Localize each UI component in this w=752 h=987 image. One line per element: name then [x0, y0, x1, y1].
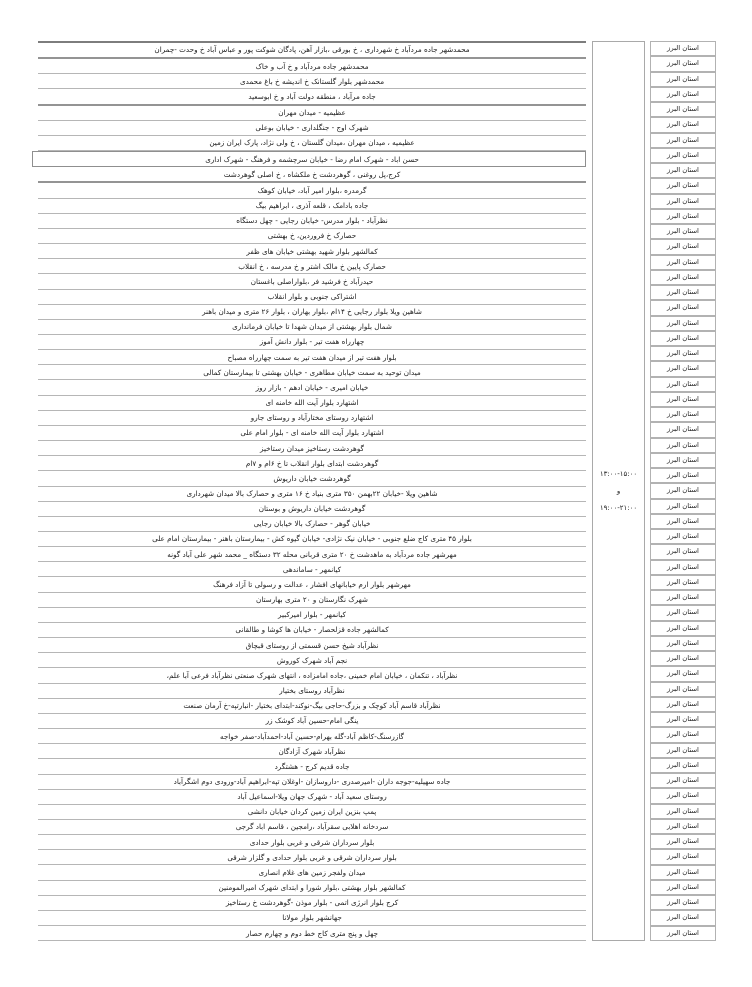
address-cell: حیدرآباد خ فرشید فر ،بلواراصلی باغستان	[38, 274, 586, 289]
address-cell: نجم آباد شهرک کوروش	[38, 653, 586, 668]
address-cell: بلوار هفت تیر از میدان هفت تیر به سمت چهارراه مصباح	[38, 350, 586, 365]
address-cell: سردخانه اهلابی سقرآباد ،رامجین ، قاسم اباد گرجی	[38, 820, 586, 835]
province-cell: استان البرز	[650, 727, 716, 742]
address-cell: کیانمهر - ساماندهی	[38, 562, 586, 577]
address-cell: نظرآباد شهرک آزادگان	[38, 744, 586, 759]
province-cell: استان البرز	[650, 163, 716, 178]
address-cell: روستای سعید آباد - شهرک جهان ویلا-اسماعیل آباد	[38, 790, 586, 805]
province-cell: استان البرز	[650, 544, 716, 559]
address-cell: بلوار سرداران شرقی و غربی بلوار حدادی و گلزار شرقی	[38, 850, 586, 865]
address-cell: کمالشهر بلوار بهشتی ،بلوار شورا و ابتدای شهرک امیرالمومنین	[38, 881, 586, 896]
address-cell: حسن اباد - شهرک امام رضا - خیابان سرچشمه و فرهنگ - شهرک اداری	[32, 151, 586, 167]
province-cell: استان البرز	[650, 636, 716, 651]
province-cell: استان البرز	[650, 316, 716, 331]
province-cell: استان البرز	[650, 865, 716, 880]
province-cell: استان البرز	[650, 56, 716, 71]
address-cell: شمال بلوار بهشتی از میدان شهدا تا خیابان فرمانداری	[38, 320, 586, 335]
address-cell: عظیمیه - میدان مهران	[38, 106, 586, 121]
address-cell: گوهردشت خیابان داریوش	[38, 471, 586, 486]
address-cell: جاده قدیم کرج - هشتگرد	[38, 759, 586, 774]
province-cell: استان البرز	[650, 407, 716, 422]
address-cell: کمالشهر بلوار شهید بهشتی خیابان های ظفر	[38, 244, 586, 259]
province-cell: استان البرز	[650, 849, 716, 864]
address-cell: بلوار ۴۵ متری کاج ضلع جنوبی - خیابان نیک نژادی- خیابان گیوه کش - بیمارستان باهنر - بیمارستان امام علی	[38, 532, 586, 547]
address-cell: اشتهارد روستای مختارآباد و روستای جارو	[38, 411, 586, 426]
province-cell: استان البرز	[650, 422, 716, 437]
province-cell: استان البرز	[650, 529, 716, 544]
address-cell: خیابان گوهر - حصارک بالا خیابان رجایی	[38, 517, 586, 532]
province-cell: استان البرز	[650, 499, 716, 514]
province-cell: استان البرز	[650, 346, 716, 361]
province-cell: استان البرز	[650, 133, 716, 148]
address-cell: چهارراه هفت تیر - بلوار دانش آموز	[38, 335, 586, 350]
province-cell: استان البرز	[650, 880, 716, 895]
province-cell: استان البرز	[650, 239, 716, 254]
address-cell: بلوار سرداران شرقی و غربی بلوار حدادی	[38, 835, 586, 850]
province-cell: استان البرز	[650, 255, 716, 270]
province-cell: استان البرز	[650, 377, 716, 392]
address-cell: میدان توحید به سمت خیابان مطاهری - خیابان بهشتی تا بیمارستان کمالی	[38, 365, 586, 380]
address-cell: مهرشهر بلوار ارم خیابانهای افشار ، عدالت و رسولی تا آزاد فرهنگ	[38, 577, 586, 592]
address-cell: جهانشهر بلوار مولانا	[38, 911, 586, 926]
province-cell: استان البرز	[650, 697, 716, 712]
address-cell: جاده مرآباد ، منطقه دولت آباد و خ ابوسعید	[38, 89, 586, 105]
province-cell: استان البرز	[650, 285, 716, 300]
province-cell: استان البرز	[650, 788, 716, 803]
province-cell: استان البرز	[650, 483, 716, 498]
province-cell: استان البرز	[650, 300, 716, 315]
province-cell: استان البرز	[650, 438, 716, 453]
province-cell: استان البرز	[650, 926, 716, 941]
address-cell: کیانمهر - بلوار امیرکبیر	[38, 608, 586, 623]
province-cell: استان البرز	[650, 41, 716, 56]
address-cell: چهل و پنج متری کاج خط دوم و چهارم حصار	[38, 926, 586, 941]
province-cell: استان البرز	[650, 666, 716, 681]
province-cell: استان البرز	[650, 712, 716, 727]
province-cell: استان البرز	[650, 895, 716, 910]
time-conjunction: و	[616, 486, 621, 495]
province-cell: استان البرز	[650, 758, 716, 773]
address-cell: محمدشهر جاده مردآباد خ شهرداری ، خ بورقی ،بازار آهن، پادگان شوکت پور و عباس آباد خ وحدت -چمران	[38, 43, 586, 59]
address-cell: شاهین ویلا بلوار رجایی خ ۱۴ام ،بلوار بهاران ، بلوار ۲۶ متری و میدان باهنر	[38, 305, 586, 320]
address-cell: میدان ولفجر زمین های غلام انصاری	[38, 865, 586, 880]
address-cell: مهرشهر جاده مردآباد به ماهدشت خ ۲۰ متری قربانی محله ۳۲ دستگاه _ محمد شهر علی آباد گونه	[38, 547, 586, 562]
address-cell: نظرآباد روستای بختیار	[38, 684, 586, 699]
address-cell: کرج بلوار انرژی اتمی - بلوار موذن -گوهردشت خ رستاخیز	[38, 896, 586, 911]
province-cell: استان البرز	[650, 361, 716, 376]
province-cell: استان البرز	[650, 331, 716, 346]
province-cell: استان البرز	[650, 468, 716, 483]
province-cell: استان البرز	[650, 194, 716, 209]
province-cell: استان البرز	[650, 392, 716, 407]
province-cell: استان البرز	[650, 605, 716, 620]
province-cell: استان البرز	[650, 560, 716, 575]
address-cell: نظرآباد ، تنکمان ، خیابان امام خمینی ،جاده امامزاده ، انتهای شهرک صنعتی نظرآباد فرعی آبا علم،	[38, 668, 586, 683]
address-cell: اشتهارد بلوار آیت الله خامنه ای	[38, 396, 586, 411]
province-cell: استان البرز	[650, 621, 716, 636]
time-range-first: ۱۳:۰۰-۱۵:۰۰	[599, 469, 638, 478]
province-cell: استان البرز	[650, 804, 716, 819]
province-cell: استان البرز	[650, 72, 716, 87]
address-cell: محمدشهر جاده مردآباد و خ آب و خاک	[38, 59, 586, 74]
province-cell: استان البرز	[650, 224, 716, 239]
province-cell: استان البرز	[650, 575, 716, 590]
time-range-second: ۱۹:۰۰-۲۱:۰۰	[599, 503, 638, 512]
province-cell: استان البرز	[650, 117, 716, 132]
address-cell: جاده سهیلیه-جوجه داران -امیرصدری -داروسازان -اوغلان تپه-ابراهیم آباد-ورودی دوم اشگرآباد	[38, 775, 586, 790]
address-cell: گرمدره ،بلوار امیر آباد، خیابان کوهک	[38, 183, 586, 198]
outage-time-merged-cell	[592, 41, 645, 941]
address-cell: کمالشهر جاده قزلحصار - خیابان ها کوشا و طالقانی	[38, 623, 586, 638]
province-cell: استان البرز	[650, 590, 716, 605]
address-cell: اشتهارد بلوار آیت الله خامنه ای - بلوار امام علی	[38, 426, 586, 441]
province-cell: استان البرز	[650, 102, 716, 117]
province-cell: استان البرز	[650, 270, 716, 285]
address-cell: پمپ بنزین ایران زمین کردان خیابان دانشی	[38, 805, 586, 820]
address-cell: گازرسنگ-کاظم آباد-گله بهرام-حسین آباد-احمدآباد-صفر خواجه	[38, 729, 586, 744]
province-cell: استان البرز	[650, 453, 716, 468]
province-cell: استان البرز	[650, 834, 716, 849]
province-column	[650, 41, 716, 941]
address-cell: گوهردشت رستاخیز میدان رستاخیز	[38, 441, 586, 456]
province-cell: استان البرز	[650, 651, 716, 666]
address-cell: شهرک اوج - جنگلداری - خیابان بوعلی	[38, 121, 586, 136]
province-cell: استان البرز	[650, 910, 716, 925]
address-cell: گوهردشت خیابان داریوش و بوستان	[38, 502, 586, 517]
address-cell: کرج،پل روغنی ، گوهردشت خ ملکشاه ، خ اصلی گوهردشت	[38, 167, 586, 183]
address-cell: حصارک پایین خ مالک اشتر و خ مدرسه ، خ انقلاب	[38, 259, 586, 274]
province-cell: استان البرز	[650, 87, 716, 102]
address-cell: جاده بادامک ، قلعه آذری ، ابراهیم بیگ	[38, 199, 586, 214]
province-cell: استان البرز	[650, 148, 716, 163]
address-cell: محمدشهر بلوار گلستانک خ اندیشه خ باغ محمدی	[38, 74, 586, 89]
address-cell: شهرک نگارستان و ۲۰ متری بهارستان	[38, 593, 586, 608]
province-cell: استان البرز	[650, 773, 716, 788]
address-cell: عظیمیه ، میدان مهران ،میدان گلستان ، خ ولی نژاد، پارک ایران زمین	[38, 136, 586, 151]
address-cell: حصارک خ فروردین، خ بهشتی	[38, 229, 586, 244]
address-cell: نظرآباد - بلوار مدرس- خیابان رجایی - چهل دستگاه	[38, 214, 586, 229]
address-column	[38, 41, 586, 941]
address-cell: گوهردشت ابتدای بلوار انقلاب تا خ ۶ام و ۷ام	[38, 456, 586, 471]
address-cell: ینگی امام-حسین آباد کوشک زر	[38, 714, 586, 729]
address-cell: نظرآباد شیخ حسن قسمتی از روستای قبچاق	[38, 638, 586, 653]
address-cell: نظرآباد قاسم آباد کوچک و بزرگ-حاجی بیگ-نوکند-ابتدای بختیار -انبارتپه-خ آرمان صنعت	[38, 699, 586, 714]
province-cell: استان البرز	[650, 682, 716, 697]
province-cell: استان البرز	[650, 743, 716, 758]
address-cell: شاهین ویلا -خیابان ۲۲بهمن ۳۵۰ متری بنیاد خ ۱۶ متری و حصارک بالا میدان شهرداری	[38, 487, 586, 502]
province-cell: استان البرز	[650, 514, 716, 529]
address-cell: اشتراکی جنوبی و بلوار انقلاب	[38, 290, 586, 305]
address-cell: خیابان امیری - خیابان ادهم - بازار روز	[38, 380, 586, 395]
province-cell: استان البرز	[650, 819, 716, 834]
province-cell: استان البرز	[650, 209, 716, 224]
province-cell: استان البرز	[650, 178, 716, 193]
